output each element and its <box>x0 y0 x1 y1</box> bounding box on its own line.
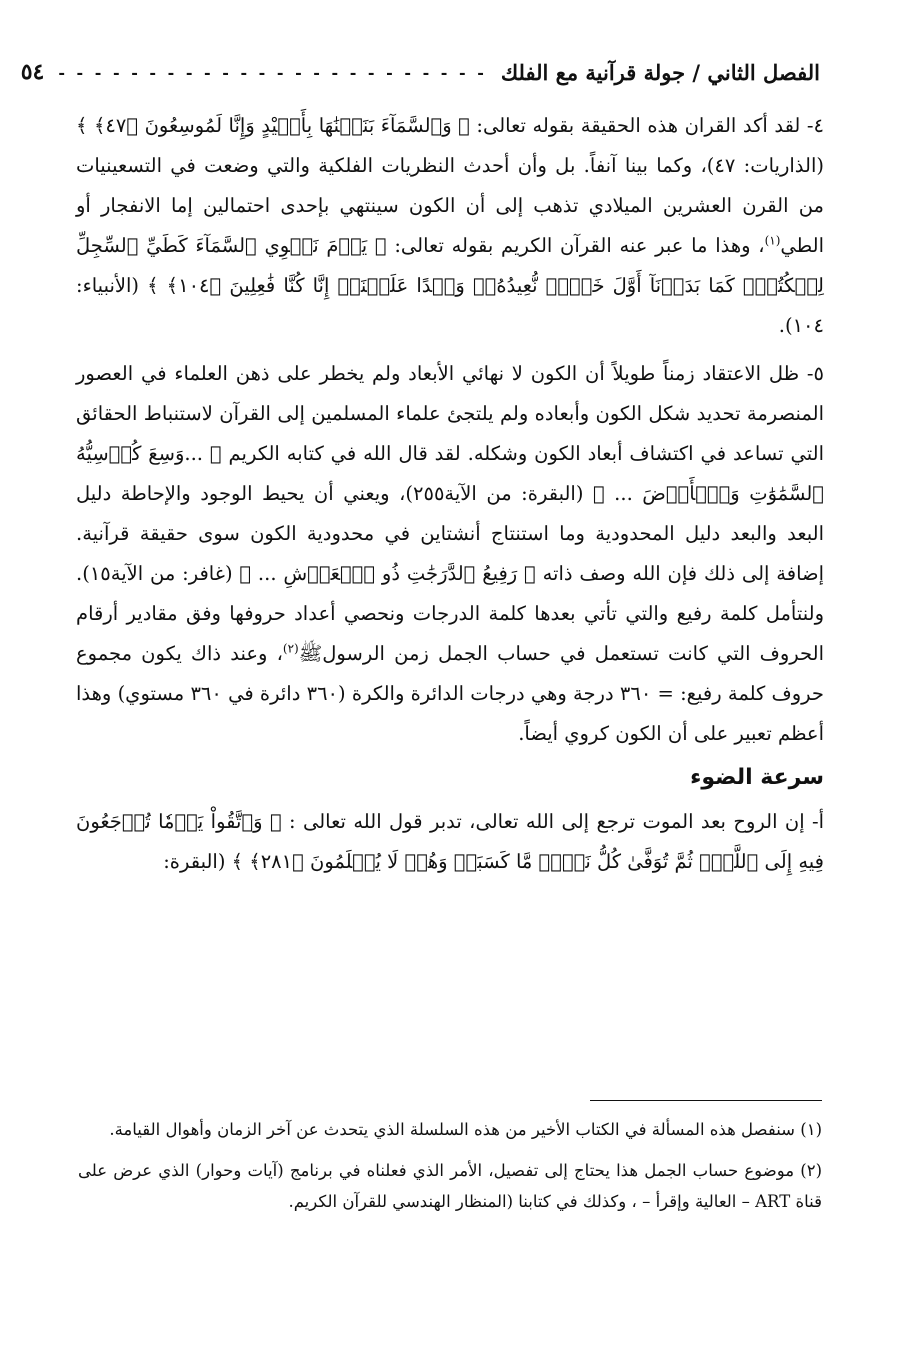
paragraph-5-text: ٥- ظل الاعتقاد زمناً طويلاً أن الكون لا نهائي الأبعاد ولم يخطر على ذهن العلماء في العصور المنصرمة تحديد شكل الكون وأبعاده ولم يلتجئ علماء المسلمين إلى القرآن لاستنباط الحقائق التي تساعد في اكتشاف أبعاد الكون وشكله. لقد قال الله في كتابه الكريم ﴿ ...وَسِعَ كُرۡسِيُّهُ ٱلسَّمَٰوَٰتِ وَٱلۡأَرۡضَ ... ﴾ (البقرة: من الآية٢٥٥)، ويعني أن يحيط الوجود والإحاطة دليل البعد والبعد دليل المحدودية وما استنتاج أنشتاين في محدودية الكون سوى حقيقة قرآنية. إضافة إلى ذلك فإن الله وصف ذاته ﴿ رَفِيعُ ٱلدَّرَجَٰتِ ذُو ٱلۡعَرۡشِ ... ﴾ (غافر: من الآية١٥). ولنتأمل كلمة رفيع والتي تأتي بعدها كلمة الدرجات ونحصي أعداد حروفها وفق مقادير أرقام الحروف التي كانت تستعمل في حساب الجمل زمن الرسولﷺ <box>76 362 824 665</box>
paragraph-4-continuation: ، وهذا ما عبر عنه القرآن الكريم بقوله تعالى: ﴿ يَوۡمَ نَطۡوِي ٱلسَّمَآءَ كَطَيِّ ٱلسِّجِلِّ لِلۡكُتُبِۚ كَمَا بَدَأۡنَآ أَوَّلَ خَلۡقٖ نُّعِيدُهُۥۚ وَعۡدًا عَلَيۡنَآۚ إِنَّا كُنَّا فَٰعِلِينَ ﴿١٠٤﴾ ﴾ (الأنبياء: ١٠٤). <box>76 234 824 337</box>
paragraph-5 <box>76 354 824 754</box>
footnotes <box>78 1114 822 1227</box>
footnote-2: (٢) موضوع حساب الجمل هذا يحتاج إلى تفصيل، الأمر الذي فعلناه في برنامج (آيات وحوار) الذي عرض على قناة ART – العالية وإقرأ – ، وكذلك في كتابنا (المنظار الهندسي للقرآن الكريم. <box>78 1161 822 1211</box>
paragraph-4 <box>76 106 824 346</box>
paragraph-4-text: ٤- لقد أكد القران هذه الحقيقة بقوله تعالى: ﴿ وَٱلسَّمَآءَ بَنَيۡنَٰهَا بِأَيۡيْدٍ وَإِنَّا لَمُوسِعُونَ ﴿٤٧﴾ ﴾ (الذاريات: ٤٧)، وكما بينا آنفاً. بل وأن أحدث النظريات الفلكية والتي وضعت في التسعينيات من القرن العشرين الميلادي تذهب إلى أن الكون سينتهي بإحدى احتمالين إما الانفجار أو الطي <box>76 114 824 257</box>
page-number: ٥٤ <box>20 59 45 85</box>
paragraph-5-continuation: ، وعند ذاك يكون مجموع حروف كلمة رفيع: = ٣٦٠ درجة وهي درجات الدائرة والكرة (٣٦٠ دائرة في ٣٦٠ مستوي) وهذا أعظم تعبير على أن الكون كروي أيضاً. <box>76 642 824 745</box>
footnote-ref-1: (١) <box>764 233 781 248</box>
header-dash-leader: - - - - - - - - - - - - - - - - - - - - - - - - <box>58 62 487 82</box>
footnote-ref-2: (٢) <box>282 641 299 656</box>
paragraph-a: أ- إن الروح بعد الموت ترجع إلى الله تعالى، تدبر قول الله تعالى : ﴿ وَٱتَّقُواْ يَوۡمٗا تُرۡجَعُونَ فِيهِ إِلَى ٱللَّهِۖ ثُمَّ تُوَفَّىٰ كُلُّ نَفۡسٖ مَّا كَسَبَتۡ وَهُمۡ لَا يُظۡلَمُونَ ﴿٢٨١﴾ ﴾ (البقرة: <box>76 810 824 873</box>
section-heading: سرعة الضوء <box>690 765 824 790</box>
main-text <box>76 106 824 882</box>
footnote-separator <box>590 1100 822 1101</box>
running-header <box>20 52 820 92</box>
footnote-1: (١) سنفصل هذه المسألة في الكتاب الأخير من هذه السلسلة الذي يتحدث عن آخر الزمان وأهوال القيامة. <box>109 1120 822 1139</box>
chapter-title: الفصل الثاني / جولة قرآنية مع الفلك <box>500 59 820 85</box>
